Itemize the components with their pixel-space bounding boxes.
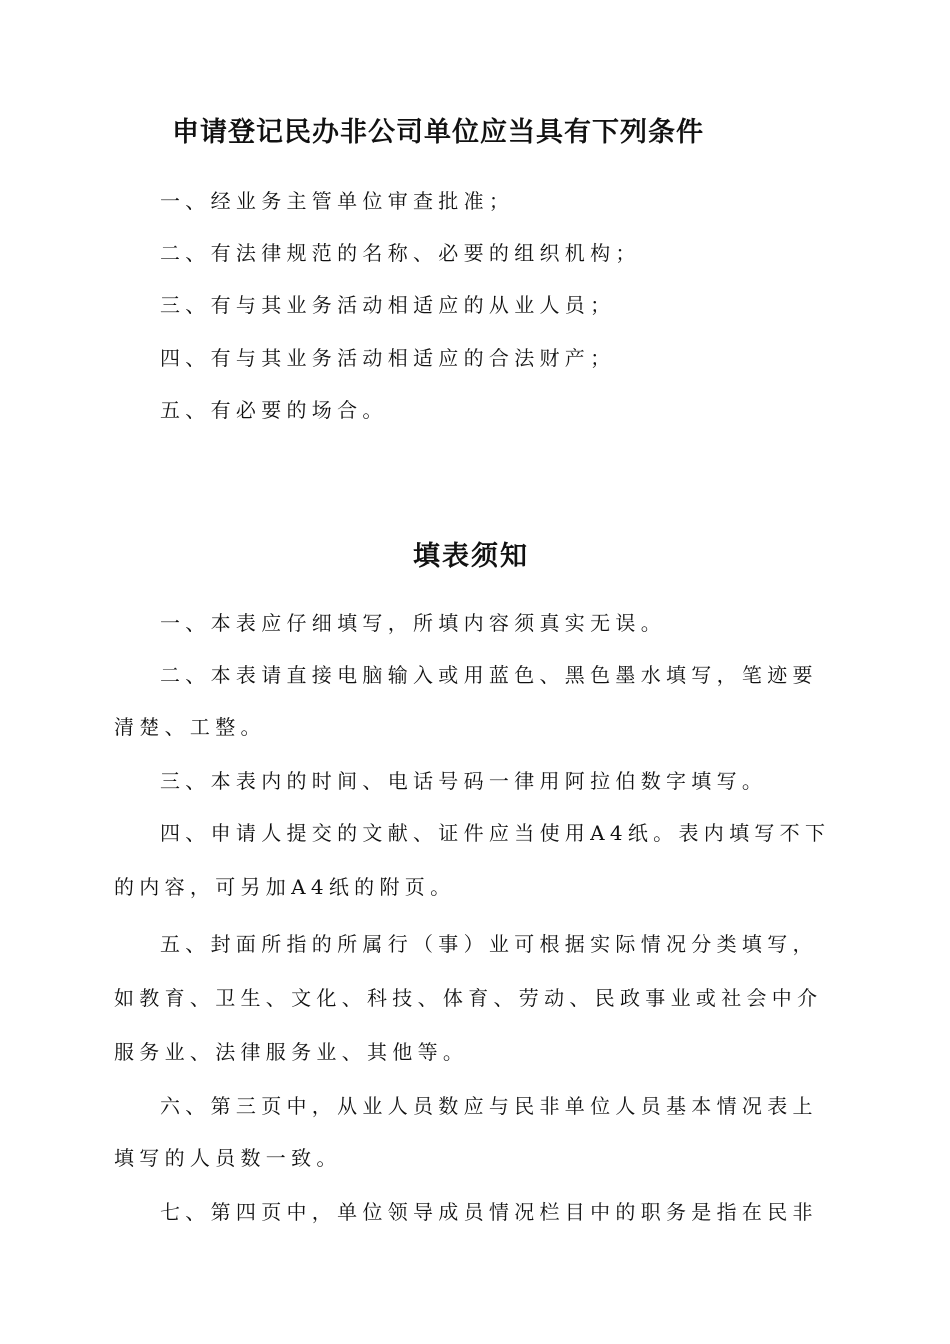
section2-line-7: 五、封面所指的所属行（事）业可根据实际情况分类填写， [160,932,818,956]
section1-item-1: 一、经业务主管单位审查批准； [160,189,515,213]
section2-line-10: 六、第三页中，从业人员数应与民非单位人员基本情况表上 [160,1094,818,1118]
section2-line-1: 一、本表应仔细填写，所填内容须真实无误。 [160,611,666,635]
section2-line-2: 二、本表请直接电脑输入或用蓝色、黑色墨水填写，笔迹要 [160,663,818,687]
section2-line-3: 清楚、工整。 [114,715,266,739]
section2-line-11: 填写的人员数一致。 [114,1146,342,1170]
section2-line-4: 三、本表内的时间、电话号码一律用阿拉伯数字填写。 [160,769,768,793]
section1-item-5: 五、有必要的场合。 [160,398,388,422]
section1-item-2: 二、有法律规范的名称、必要的组织机构； [160,241,641,265]
section2-line-9: 服务业、法律服务业、其他等。 [114,1040,469,1064]
section1-title: 申请登记民办非公司单位应当具有下列条件 [172,117,704,148]
section1-item-3: 三、有与其业务活动相适应的从业人员； [160,293,616,317]
section2-line-5: 四、申请人提交的文献、证件应当使用A4纸。表内填写不下 [160,821,831,845]
section2-title: 填表须知 [413,541,529,572]
section2-line-8: 如教育、卫生、文化、科技、体育、劳动、民政事业或社会中介 [114,986,823,1010]
section2-line-12: 七、第四页中，单位领导成员情况栏目中的职务是指在民非 [160,1200,818,1224]
section2-line-6: 的内容，可另加A4纸的附页。 [114,875,456,899]
section1-item-4: 四、有与其业务活动相适应的合法财产； [160,346,616,370]
